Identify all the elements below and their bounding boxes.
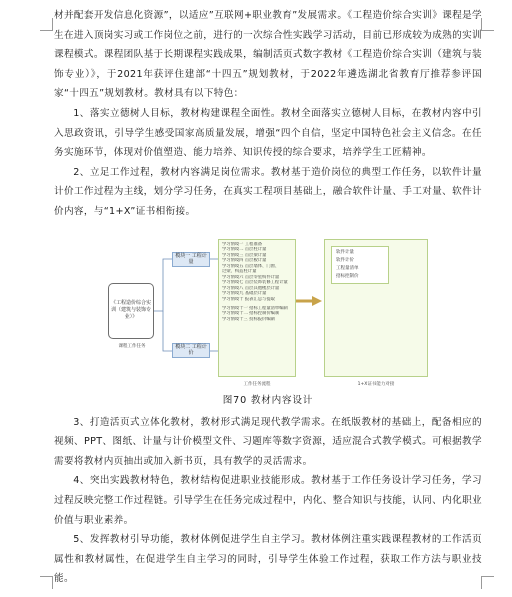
certificate-panel bbox=[324, 239, 428, 377]
task-item: 学习情境十二 招标控制价编制 bbox=[222, 311, 280, 317]
task-item: 学习情境五 首层墙体、门窗、 bbox=[222, 263, 280, 269]
task-item: 学习情境一 工程准备 bbox=[222, 241, 263, 247]
task-item: 学习情境八 首层其他楼层计量 bbox=[222, 285, 280, 291]
task-item: 过梁、构造柱计量 bbox=[222, 269, 257, 275]
task-item: 学习情境十三 投标报价编制 bbox=[222, 316, 275, 322]
certificate-panel-label: 1+X证书能力对接 bbox=[357, 381, 395, 387]
task-item: 学习情境六 首层零星构件计量 bbox=[222, 274, 280, 280]
module-one-box: 模块一 工程计量 bbox=[172, 252, 210, 267]
module-two-box: 模块二 工程计价 bbox=[172, 343, 210, 358]
figure-caption: 图70 教材内容设计 bbox=[222, 394, 314, 406]
task-item: 学习情境七 首层装饰装修工程计量 bbox=[222, 280, 288, 286]
certificate-item: 软件计价 bbox=[336, 257, 354, 263]
content-design-figure bbox=[108, 231, 428, 389]
task-item: 学习情境十 报表汇总与提取 bbox=[222, 297, 275, 302]
crop-mark-top-left bbox=[40, 18, 53, 31]
learning-tasks-panel bbox=[218, 239, 296, 377]
task-item: 学习情境三 首层梁计量 bbox=[222, 252, 267, 258]
crop-mark-top-right bbox=[481, 18, 494, 31]
paragraph-feature-1: 1、落实立德树人目标，教材构建课程全面性。教材全面落实立德树人目标，在教材内容中引入思政资讯，引导学生感受国家高质量发展，增强“四个自信，坚定中国特色社会主义信念。在任务实施环节，体现对价值塑造、能力培养、知识传授的综合要求，培养学生工匠精神。 bbox=[54, 107, 482, 159]
task-item: 学习情境十一 招标工程量清单编制 bbox=[222, 305, 288, 311]
task-item: 学习情境九 基础层计量 bbox=[222, 291, 267, 297]
certificate-item: 工程量清单 bbox=[336, 265, 359, 271]
paragraph-feature-2: 2、立足工作过程，教材内容满足岗位需求。教材基于造价岗位的典型工作任务，以软件计量计价工作过程为主线，划分学习任务，在真实工程项目基础上，融合软件计量、手工对量、软件计价内容，与“1+X”证书相衔接。 bbox=[54, 166, 482, 217]
tasks-panel-label: 工作任务流程 bbox=[243, 381, 271, 387]
textbook-title-box bbox=[108, 283, 154, 339]
certificate-item: 招标控制价 bbox=[336, 273, 359, 279]
textbook-title: 《工程造价综合实训（建筑与装饰专业）》 bbox=[111, 300, 152, 321]
certificate-item: 软件计量 bbox=[336, 249, 354, 255]
paragraph-feature-4: 4、突出实践教材特色，教材结构促进职业技能形成。教材基于工作任务设计学习任务，学习过程反映完整工作过程链。引导学生在任务完成过程中，内化、整合知识与技能，认同、内化职业价值与职业素养。 bbox=[54, 475, 482, 526]
task-item: 学习情境四 首层板计量 bbox=[222, 258, 267, 264]
textbook-subtitle: 课程工作任务 bbox=[118, 343, 146, 349]
paragraph-feature-5: 5、发挥教材引导功能，教材体例促进学生自主学习。教材体例注重实践课程教材的工作活页属性和教材属性，在促进学生自主学习的同时，引导学生体验工作过程，获取工作方法与职业技能。 bbox=[54, 534, 482, 585]
certificate-list bbox=[331, 246, 389, 284]
crop-mark-bottom-left bbox=[40, 576, 53, 589]
crop-mark-bottom-right bbox=[481, 576, 494, 589]
paragraph-intro: 材并配套开发信息化资源”，以适应”互联网+职业教育”发展需求。《工程造价综合实训》课程是学生在进入顶岗实习或工作岗位之前，进行的一次综合性实践学习活动，目前已形成较为成熟的实训课程模式。课程团队基于长期课程实践成果，编制活页式数字教材《工程造价综合实训（建筑与装饰专业）》，于2021年获评住建部“十四五”规划教材，于2022年遴选湖北省教育厅推荐参评国家“十四五”规划教材。教材具有以下特色： bbox=[54, 10, 482, 100]
task-item: 学习情境二 首层柱计量 bbox=[222, 247, 267, 253]
paragraph-feature-3: 3、打造活页式立体化教材，教材形式满足现代教学需求。在纸版教材的基础上，配备相应的视频、PPT、图纸、计量与计价模型文件、习题库等数字资源，适应混合式教学模式。可根据教学需要将教材内页抽出或加入新书页，具有教学的灵活需求。 bbox=[54, 416, 482, 467]
